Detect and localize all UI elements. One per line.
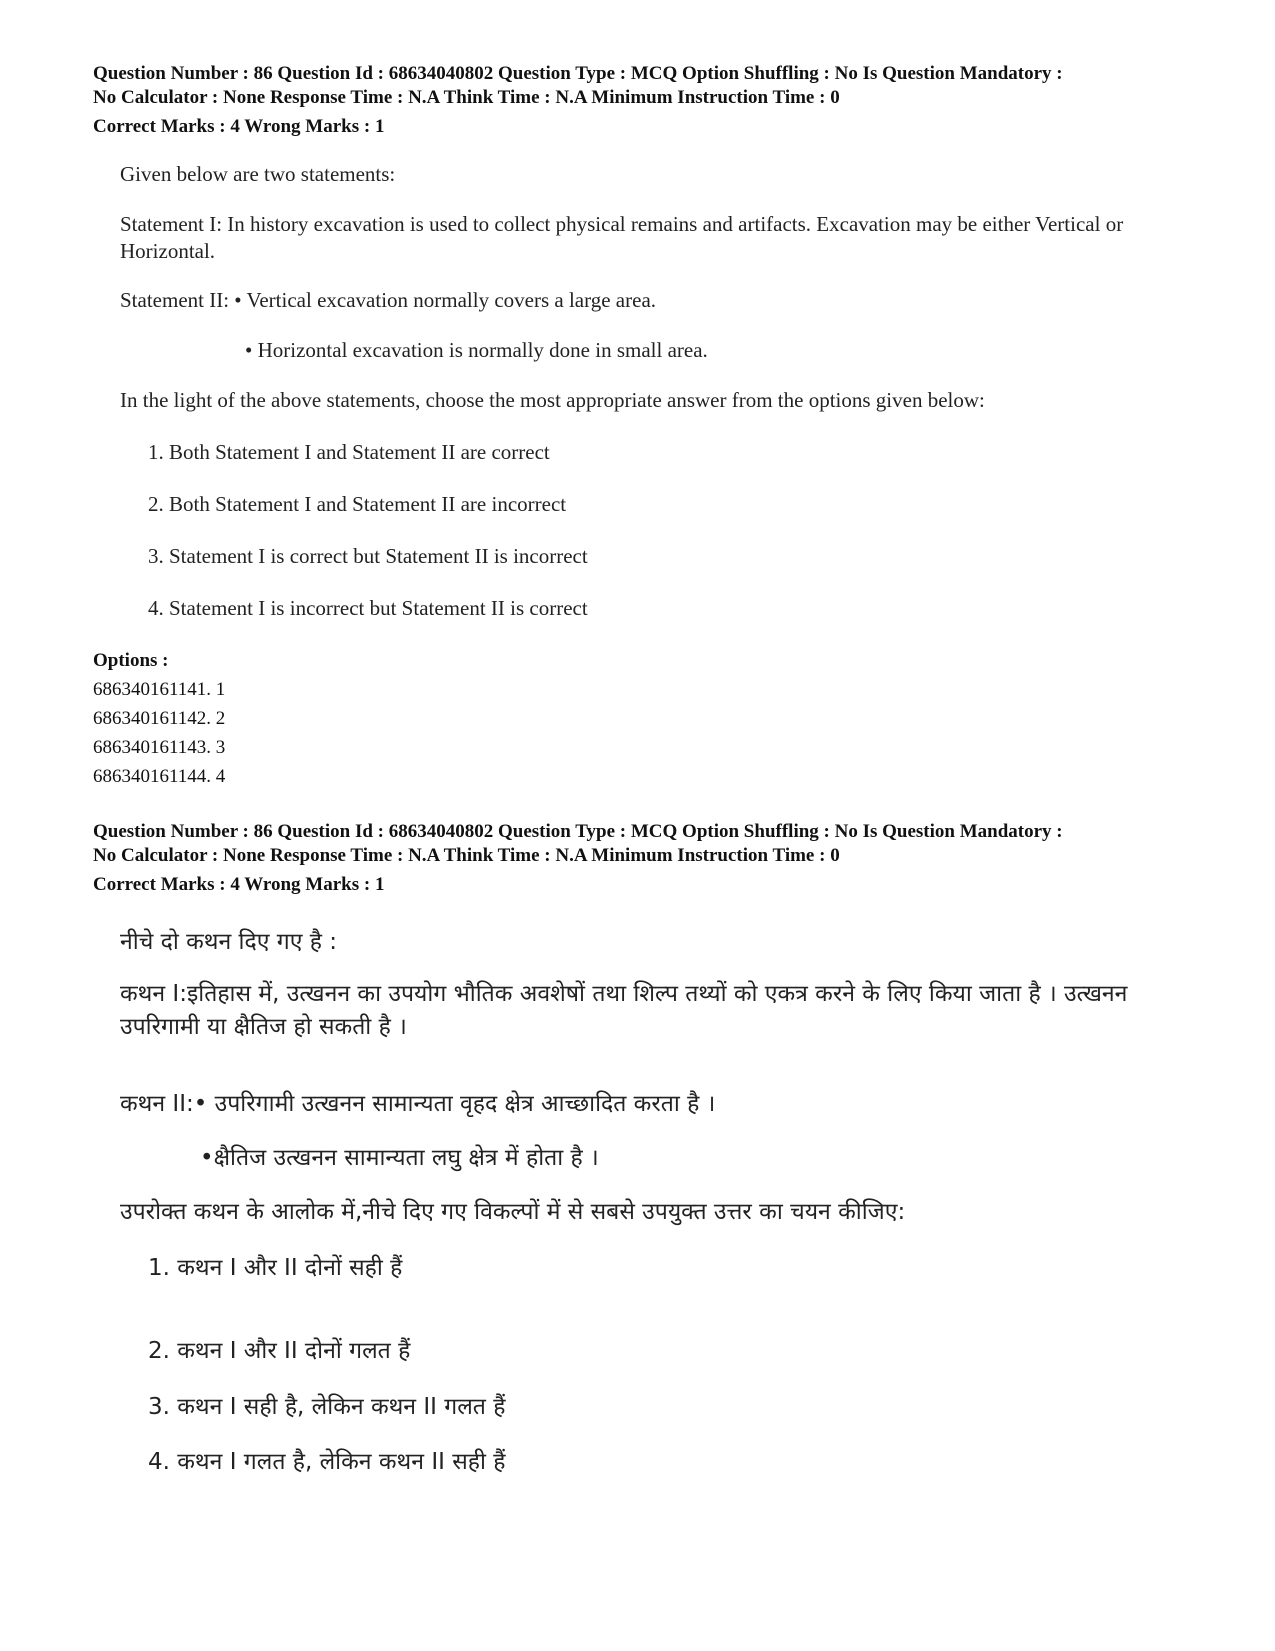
option-2: 686340161142. 2	[93, 708, 226, 729]
statement-2-line-b: •क्षैतिज उत्खनन सामान्यता लघु क्षेत्र में होता है ।	[200, 1145, 599, 1171]
meta-line-1: Question Number : 86 Question Id : 68634040802 Question Type : MCQ Option Shuffling : No Is Question Mandatory :	[93, 63, 1063, 84]
marks-line: Correct Marks : 4 Wrong Marks : 1	[93, 874, 385, 895]
choice-1: 1. Both Statement I and Statement II are correct	[148, 440, 550, 464]
meta-line-2: No Calculator : None Response Time : N.A Think Time : N.A Minimum Instruction Time : 0	[93, 87, 840, 108]
question-meta-english	[93, 62, 1203, 139]
meta-line-1: Question Number : 86 Question Id : 68634040802 Question Type : MCQ Option Shuffling : No Is Question Mandatory :	[93, 821, 1063, 842]
option-4: 686340161144. 4	[93, 766, 226, 787]
options-heading: Options :	[93, 650, 169, 671]
question-meta-hindi	[93, 820, 1203, 897]
statement-1: कथन I:इतिहास में, उत्खनन का उपयोग भौतिक अवशेषों तथा शिल्प तथ्यों को एकत्र करने के लिए किया जाता है । उत्खनन उपरिगामी या क्षैतिज हो सकती है ।	[120, 981, 1128, 1040]
choice-2: 2. कथन I और II दोनों गलत हैं	[148, 1338, 411, 1364]
marks-line: Correct Marks : 4 Wrong Marks : 1	[93, 116, 385, 137]
option-3: 686340161143. 3	[93, 737, 226, 758]
choice-1: 1. कथन I और II दोनों सही हैं	[148, 1255, 403, 1281]
choice-4: 4. कथन I गलत है, लेकिन कथन II सही हैं	[148, 1449, 506, 1475]
choice-3: 3. Statement I is correct but Statement II is incorrect	[148, 544, 588, 568]
statement-2-line-b: • Horizontal excavation is normally done in small area.	[245, 338, 708, 362]
choice-4: 4. Statement I is incorrect but Statement II is correct	[148, 596, 588, 620]
question-intro: नीचे दो कथन दिए गए है :	[120, 929, 338, 955]
statement-2-line-a: Statement II: • Vertical excavation normally covers a large area.	[120, 288, 657, 312]
question-intro: Given below are two statements:	[120, 162, 396, 186]
option-1: 686340161141. 1	[93, 679, 226, 700]
question-instruction: In the light of the above statements, choose the most appropriate answer from the options given below:	[120, 388, 985, 412]
choice-3: 3. कथन I सही है, लेकिन कथन II गलत हैं	[148, 1394, 506, 1420]
statement-2-line-a: कथन II:• उपरिगामी उत्खनन सामान्यता वृहद क्षेत्र आच्छादित करता है ।	[120, 1091, 716, 1117]
options-list	[93, 646, 225, 791]
choice-2: 2. Both Statement I and Statement II are incorrect	[148, 492, 567, 516]
question-instruction: उपरोक्त कथन के आलोक में,नीचे दिए गए विकल्पों में से सबसे उपयुक्त उत्तर का चयन कीजिए:	[120, 1199, 906, 1225]
meta-line-2: No Calculator : None Response Time : N.A Think Time : N.A Minimum Instruction Time : 0	[93, 845, 840, 866]
statement-1: Statement I: In history excavation is used to collect physical remains and artifacts. Excavation may be either Vertical or Horizontal.	[120, 212, 1124, 263]
